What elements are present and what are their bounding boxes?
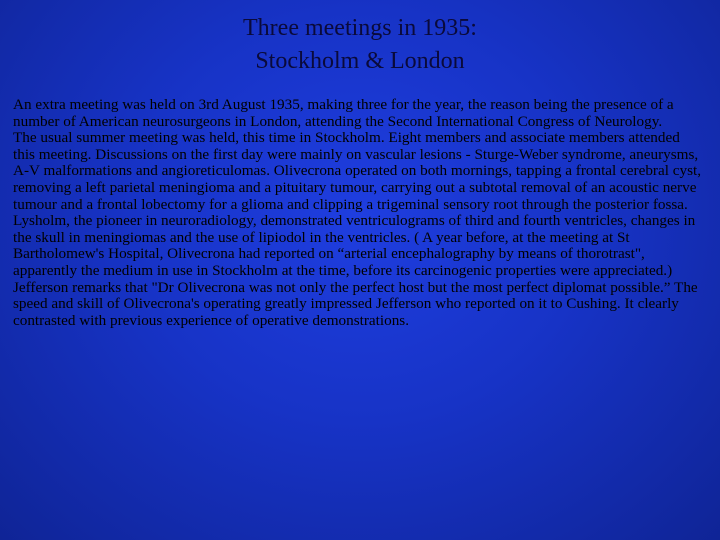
slide-title [0,12,720,78]
title-line-1: Three meetings in 1935: [243,15,477,41]
slide-body [13,97,703,329]
paragraph-stockholm-meeting: The usual summer meeting was held, this time in Stockholm. Eight members and associate members attended this meeting. Discussions on the first day were mainly on vascular lesions - Sturge-Weber syndrome, aneurysms, A-V malformations and angioreticulomas. Olivecrona operated on both mornings, tapping a frontal cerebral cyst, removing a left parietal meningioma and a pituitary tumour, carrying out a subtotal removal of an acoustic nerve tumour and a frontal lobectomy for a glioma and clipping a trigeminal sensory root through the posterior fossa. Lysholm, the pioneer in neuroradiology, demonstrated ventriculograms of third and fourth ventricles, changes in the skull in meningiomas and the use of lipiodol in the ventricles. ( A year before, at the meeting at St Bartholomew's Hospital, Olivecrona had reported on “arterial encephalography by means of thorotrast", apparently the medium in use in Stockholm at the time, before its carcinogenic properties were appreciated.) [13,129,702,279]
paragraph-extra-meeting: An extra meeting was held on 3rd August 1935, making three for the year, the reason being the presence of a number of American neurosurgeons in London, attending the Second International Congress of Neurology. [13,96,674,130]
paragraph-jefferson-remarks: Jefferson remarks that "Dr Olivecrona was not only the perfect host but the most perfect diplomat possible.” The speed and skill of Olivecrona's operating greatly impressed Jefferson who reported on it to Cushing. It clearly contrasted with previous experience of operative demonstrations. [13,278,698,329]
title-line-2: Stockholm & London [255,48,465,74]
